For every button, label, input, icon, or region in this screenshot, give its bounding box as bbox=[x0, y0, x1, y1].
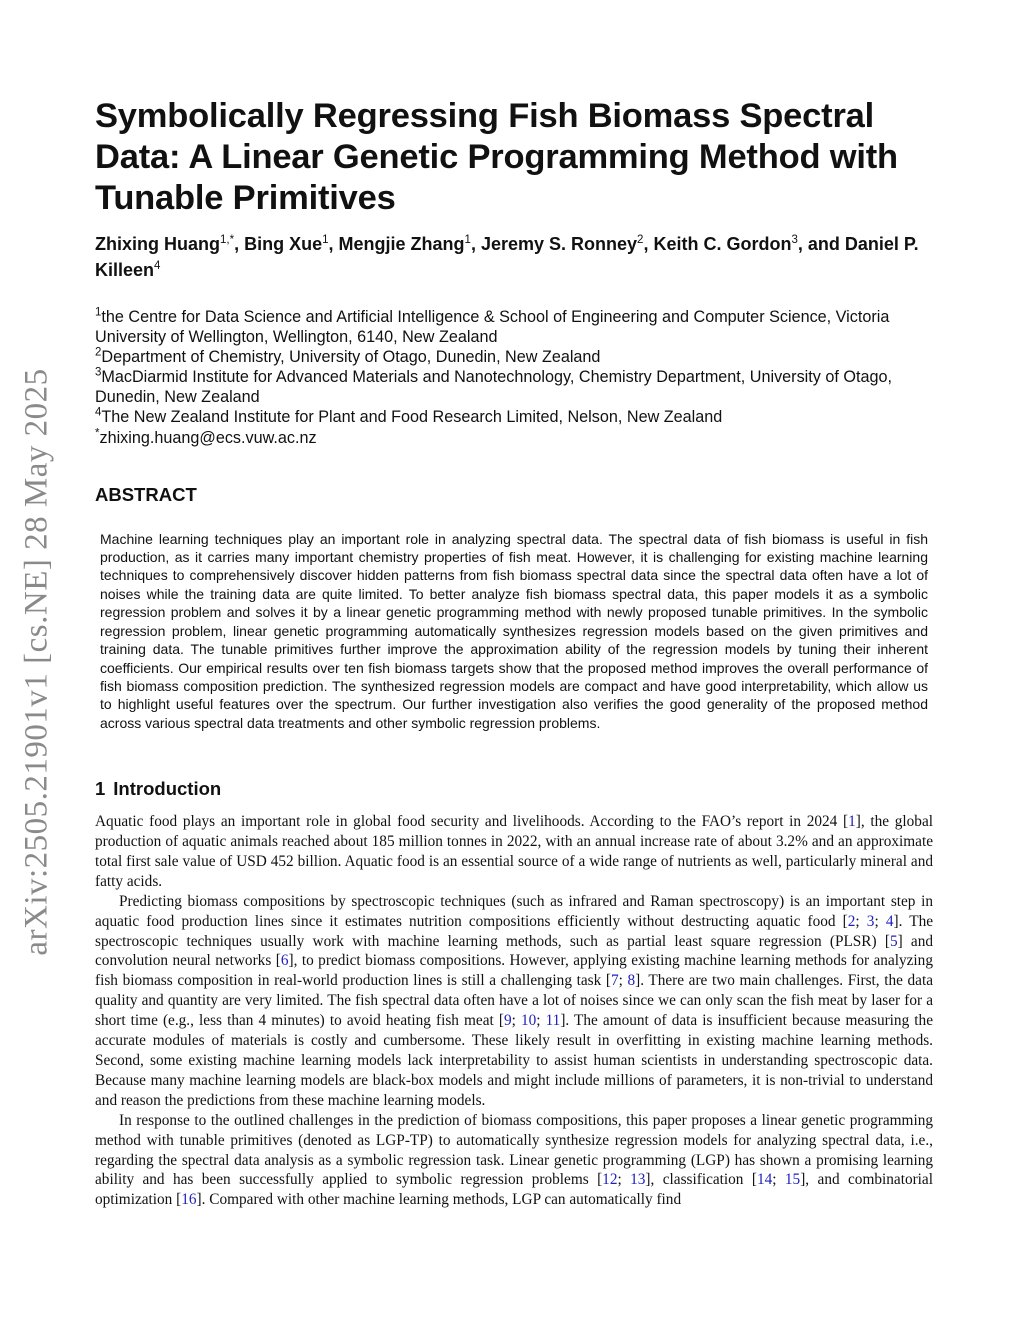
citation-link[interactable]: 14 bbox=[756, 1171, 773, 1189]
author bbox=[95, 234, 234, 254]
paragraph: Predicting biomass compositions by spectroscopic techniques (such as infrared and Raman spectroscopy) is an important step in aquatic food production lines since it estimates nutrition compositions efficiently without destructing aquatic food [2; 3; 4]. The spectroscopic techniques usually work with machine learning methods, such as partial least square regression (PLSR) [5] and convolution neural networks [6], to predict biomass compositions. However, applying existing machine learning methods for analyzing fish biomass composition in real-world production lines is still a challenging task [7; 8]. There are two main challenges. First, the data quality and quantity are very limited. The fish spectral data often have a lot of noises since we can only scan the fish meat by laser for a short time (e.g., less than 4 minutes) to avoid heating fish meat [9; 10; 11]. The amount of data is insufficient because measuring the accurate modules of materials is costly and cumbersome. These likely result in overfitting in existing machine learning methods. Second, some existing machine learning models lack interpretability to assist human scientists in understanding spectroscopic data. Because many machine learning models are black-box models and might include millions of parameters, it is non-trivial to understand and reason the predictions from these machine learning models. bbox=[95, 892, 934, 1109]
citation-link[interactable]: 16 bbox=[181, 1191, 197, 1209]
section-number: 1 bbox=[95, 778, 106, 800]
affiliation-mark: 4 bbox=[95, 407, 102, 420]
arxiv-sidebar bbox=[12, 362, 62, 962]
author-name: Keith C. Gordon bbox=[653, 234, 792, 254]
author bbox=[339, 234, 471, 254]
author-affiliation-mark: 1,* bbox=[220, 234, 235, 246]
author-affiliation-mark: 4 bbox=[154, 260, 161, 272]
citation-link[interactable]: 11 bbox=[545, 1012, 561, 1030]
citation-link[interactable]: 1 bbox=[848, 813, 856, 831]
section-heading bbox=[95, 778, 933, 800]
affiliation-text: zhixing.huang@ecs.vuw.ac.nz bbox=[99, 428, 317, 447]
affiliation bbox=[95, 367, 933, 407]
citation-link[interactable]: 3 bbox=[866, 912, 875, 930]
author bbox=[244, 234, 328, 254]
affiliation bbox=[95, 407, 933, 427]
citation-link[interactable]: 13 bbox=[630, 1171, 646, 1189]
paragraph: In response to the outlined challenges in the prediction of biomass compositions, this paper proposes a linear genetic programming method with tunable primitives (denoted as LGP-TP) to automatically synthesize regression models for analyzing spectral data, i.e., regarding the spectral data analysis as a symbolic regression task. Linear genetic programming (LGP) has shown a promising learning ability and has been successfully applied to symbolic regression problems [12; 13], classification [14; 15], and combinatorial optimization [16]. Compared with other machine learning methods, LGP can automatically find bbox=[95, 1111, 933, 1209]
citation-link[interactable]: 10 bbox=[520, 1012, 537, 1030]
affiliation-text: MacDiarmid Institute for Advanced Materials and Nanotechnology, Chemistry Department, University of Otago, Dunedin, New Zealand bbox=[95, 368, 892, 407]
citation-link[interactable]: 7 bbox=[610, 972, 619, 990]
author-list: Zhixing Huang$^{1,*}$, Bing Xue$^1$, Mengjie Zhang$^1$, Jeremy S. Ronney$^2$, Keith C. Gordon$^3$, and Daniel P. Killeen$^4$ bbox=[95, 234, 919, 280]
affiliation-mark: * bbox=[95, 427, 100, 440]
abstract-heading: ABSTRACT bbox=[95, 483, 197, 505]
citation-link[interactable]: 12 bbox=[602, 1171, 618, 1189]
citation-link[interactable]: 2 bbox=[847, 912, 856, 930]
citation-link[interactable]: 15 bbox=[784, 1171, 801, 1189]
affiliation-mark: 1 bbox=[95, 306, 102, 319]
affiliation bbox=[95, 307, 933, 347]
author-affiliation-mark: 1 bbox=[464, 234, 471, 246]
introduction-body bbox=[95, 812, 933, 1210]
citation-link[interactable]: 4 bbox=[885, 912, 894, 930]
author-name: Zhixing Huang bbox=[95, 234, 220, 254]
citation-link[interactable]: 5 bbox=[889, 932, 898, 950]
paper-page bbox=[95, 96, 933, 1210]
citation-link[interactable]: 8 bbox=[627, 972, 636, 990]
affiliation-text: Department of Chemistry, University of Otago, Dunedin, New Zealand bbox=[101, 348, 601, 367]
affiliation bbox=[95, 428, 933, 448]
paragraph: Aquatic food plays an important role in global food security and livelihoods. According to the FAO’s report in 2024 [1], the global production of aquatic animals reached about 185 million tonnes in 2022, with an annual increase rate of about 3.2% and an approximate total first sale value of USD 452 billion. Aquatic food is an essential source of a wide range of nutrients as well, particularly mineral and fatty acids. bbox=[95, 813, 933, 890]
author bbox=[653, 234, 797, 254]
affiliation-list bbox=[95, 307, 933, 448]
author-affiliation-mark: 3 bbox=[791, 234, 798, 246]
affiliation-text: the Centre for Data Science and Artificial Intelligence & School of Engineering and Computer Science, Victoria University of Wellington, Wellington, 6140, New Zealand bbox=[95, 308, 890, 347]
abstract-text: Machine learning techniques play an important role in analyzing spectral data. The spectral data of fish biomass is useful in fish production, as it carries many important chemistry properties of fish meat. However, it is challenging for existing machine learning techniques to comprehensively discover hidden patterns from fish biomass spectral data since the spectral data often have a lot of noises while the training data are quite limited. To better analyze fish biomass spectral data, this paper models it as a symbolic regression problem and solves it by a linear genetic programming method with newly proposed tunable primitives. In the symbolic regression problem, linear genetic programming automatically synthesizes regression models based on the given primitives and training data. The tunable primitives further improve the approximation ability of the regression models by tuning their inherent coefficients. Our empirical results over ten fish biomass targets show that the proposed method improves the overall performance of fish biomass composition prediction. The synthesized regression models are compact and have good interpretability, which allow us to highlight useful features over the spectrum. Our further investigation also verifies the good generality of the proposed method across various spectral data treatments and other symbolic regression problems. bbox=[100, 530, 928, 731]
author-name: Bing Xue bbox=[244, 234, 323, 254]
author-affiliation-mark: 2 bbox=[637, 234, 644, 246]
author-affiliation-mark: 1 bbox=[322, 234, 329, 246]
citation-link[interactable]: 9 bbox=[503, 1012, 512, 1030]
affiliation-mark: 2 bbox=[95, 346, 102, 359]
author-name: Mengjie Zhang bbox=[338, 234, 465, 254]
citation-link[interactable]: 6 bbox=[280, 952, 289, 970]
affiliation bbox=[95, 347, 933, 367]
author-name: Jeremy S. Ronney bbox=[480, 234, 638, 254]
author-name: Daniel P. Killeen bbox=[95, 234, 919, 280]
affiliation-text: The New Zealand Institute for Plant and Food Research Limited, Nelson, New Zealand bbox=[101, 408, 723, 427]
section-title: Introduction bbox=[113, 778, 222, 800]
paper-title: Symbolically Regressing Fish Biomass Spectral Data: A Linear Genetic Programming Method with Tunable Primitives bbox=[95, 97, 898, 217]
author bbox=[481, 234, 643, 254]
arxiv-identifier: arXiv:2505.21901v1 [cs.NE] 28 May 2025 bbox=[18, 368, 55, 956]
affiliation-mark: 3 bbox=[95, 366, 102, 379]
